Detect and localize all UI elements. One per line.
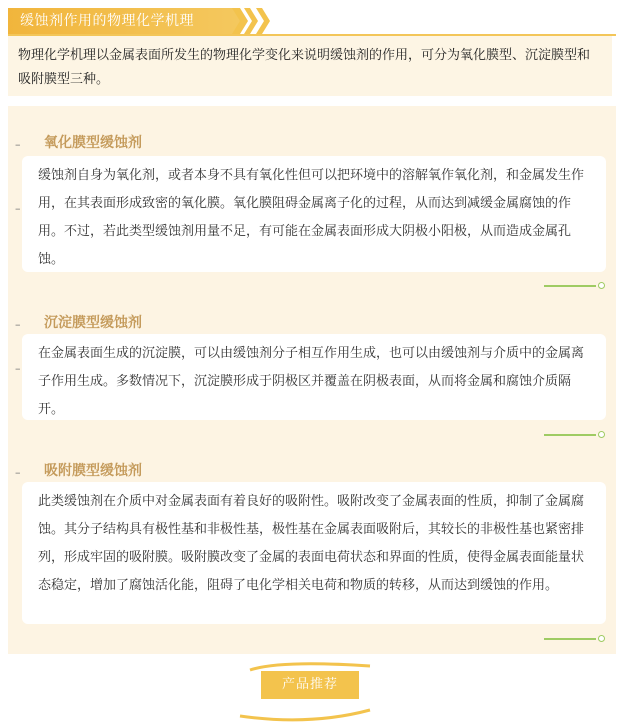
divider-line-ornament: [544, 434, 596, 436]
section-dash-icon: –: [15, 138, 21, 151]
section-dash-icon: –: [15, 202, 21, 215]
intro-paragraph: 物理化学机理以金属表面所发生的物理化学变化来说明缓蚀剂的作用，可分为氧化膜型、沉淀膜型和吸附膜型三种。: [8, 36, 612, 96]
section-dash-icon: –: [15, 318, 21, 331]
section-title-precipitate: 沉淀膜型缓蚀剂: [44, 315, 142, 331]
divider-dot-icon: [598, 635, 605, 642]
section-card-precipitate: 在金属表面生成的沉淀膜，可以由缓蚀剂分子相互作用生成，也可以由缓蚀剂与介质中的金属离子作用生成。多数情况下，沉淀膜形成于阴极区并覆盖在阴极表面，从而将金属和腐蚀介质隔开。: [22, 334, 606, 420]
section-card-adsorption: 此类缓蚀剂在介质中对金属表面有着良好的吸附性。吸附改变了金属表面的性质，抑制了金属腐蚀。其分子结构具有极性基和非极性基，极性基在金属表面吸附后，其较长的非极性基也紧密排列，形成牢固的吸附膜。吸附膜改变了金属的表面电荷状态和界面的性质，使得金属表面能量状态稳定，增加了腐蚀活化能，阻碍了电化学相关电荷和物质的转移，从而达到缓蚀的作用。: [22, 482, 606, 624]
divider-line-ornament: [544, 285, 596, 287]
header-stripes-decoration: [232, 8, 272, 34]
divider-line-ornament: [544, 638, 596, 640]
section-dash-icon: –: [15, 466, 21, 479]
section-title-oxide: 氧化膜型缓蚀剂: [44, 135, 142, 151]
section-title-adsorption: 吸附膜型缓蚀剂: [44, 463, 142, 479]
section-header-title: 缓蚀剂作用的物理化学机理: [20, 13, 194, 29]
divider-dot-icon: [598, 282, 605, 289]
divider-dot-icon: [598, 431, 605, 438]
section-card-oxide: 缓蚀剂自身为氧化剂，或者本身不具有氧化性但可以把环境中的溶解氧作氧化剂，和金属发生作用，在其表面形成致密的氧化膜。氧化膜阻碍金属离子化的过程，从而达到减缓金属腐蚀的作用。不过，若此类型缓蚀剂用量不足，有可能在金属表面形成大阴极小阳极，从而造成金属孔蚀。: [22, 156, 606, 272]
product-recommend-button[interactable]: 产品推荐: [261, 671, 359, 699]
section-dash-icon: –: [15, 362, 21, 375]
